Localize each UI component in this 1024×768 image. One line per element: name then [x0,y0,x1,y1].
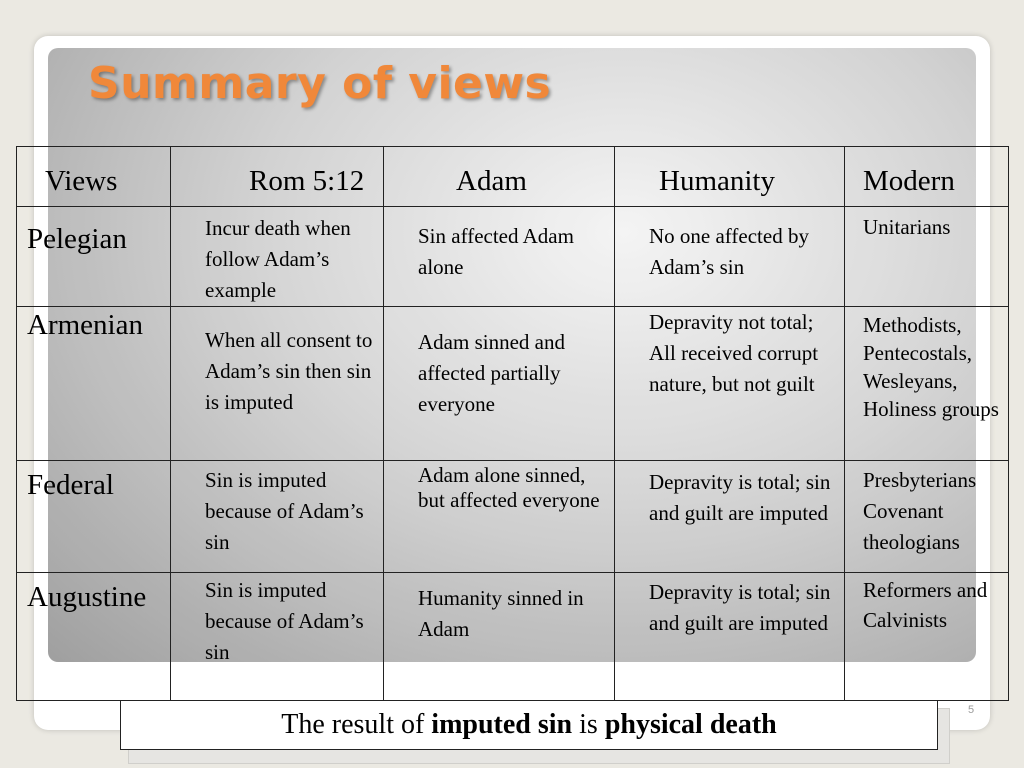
modern-cell: Unitarians [845,207,1009,307]
humanity-cell: Depravity is total; sin and guilt are imputed [615,461,845,573]
conclusion-term-imputed-sin: imputed sin [431,709,573,740]
view-name: Federal [17,461,171,573]
header-views: Views [17,147,171,207]
humanity-cell: Depravity is total; sin and guilt are imputed [615,573,845,701]
header-modern: Modern [845,147,1009,207]
table-row [17,307,1009,461]
views-table [16,146,1009,701]
table-row [17,573,1009,701]
header-rom: Rom 5:12 [171,147,384,207]
modern-cell: Methodists, Pentecostals, Wesleyans, Holiness groups [845,307,1009,461]
conclusion-prefix: The result of [281,709,432,740]
header-humanity: Humanity [615,147,845,207]
rom-cell: Sin is imputed because of Adam’s sin [171,461,384,573]
view-name: Pelegian [17,207,171,307]
conclusion-middle: is [572,709,605,740]
rom-cell: When all consent to Adam’s sin then sin is imputed [171,307,384,461]
view-name: Augustine [17,573,171,701]
table-row [17,461,1009,573]
rom-cell: Incur death when follow Adam’s example [171,207,384,307]
adam-cell: Humanity sinned in Adam [384,573,615,701]
table-header-row [17,147,1009,207]
humanity-cell: No one affected by Adam’s sin [615,207,845,307]
view-name: Armenian [17,307,171,461]
conclusion-box [120,700,938,750]
adam-cell: Adam alone sinned, but affected everyone [384,461,615,573]
table-row [17,207,1009,307]
conclusion-term-physical-death: physical death [604,709,777,740]
adam-cell: Sin affected Adam alone [384,207,615,307]
modern-cell: Presbyterians Covenant theologians [845,461,1009,573]
humanity-cell: Depravity not total; All received corrupt nature, but not guilt [615,307,845,461]
slide-title: Summary of views [88,58,552,109]
modern-cell: Reformers and Calvinists [845,573,1009,701]
rom-cell: Sin is imputed because of Adam’s sin [171,573,384,701]
slide-number: 5 [968,704,975,716]
adam-cell: Adam sinned and affected partially everyone [384,307,615,461]
header-adam: Adam [384,147,615,207]
